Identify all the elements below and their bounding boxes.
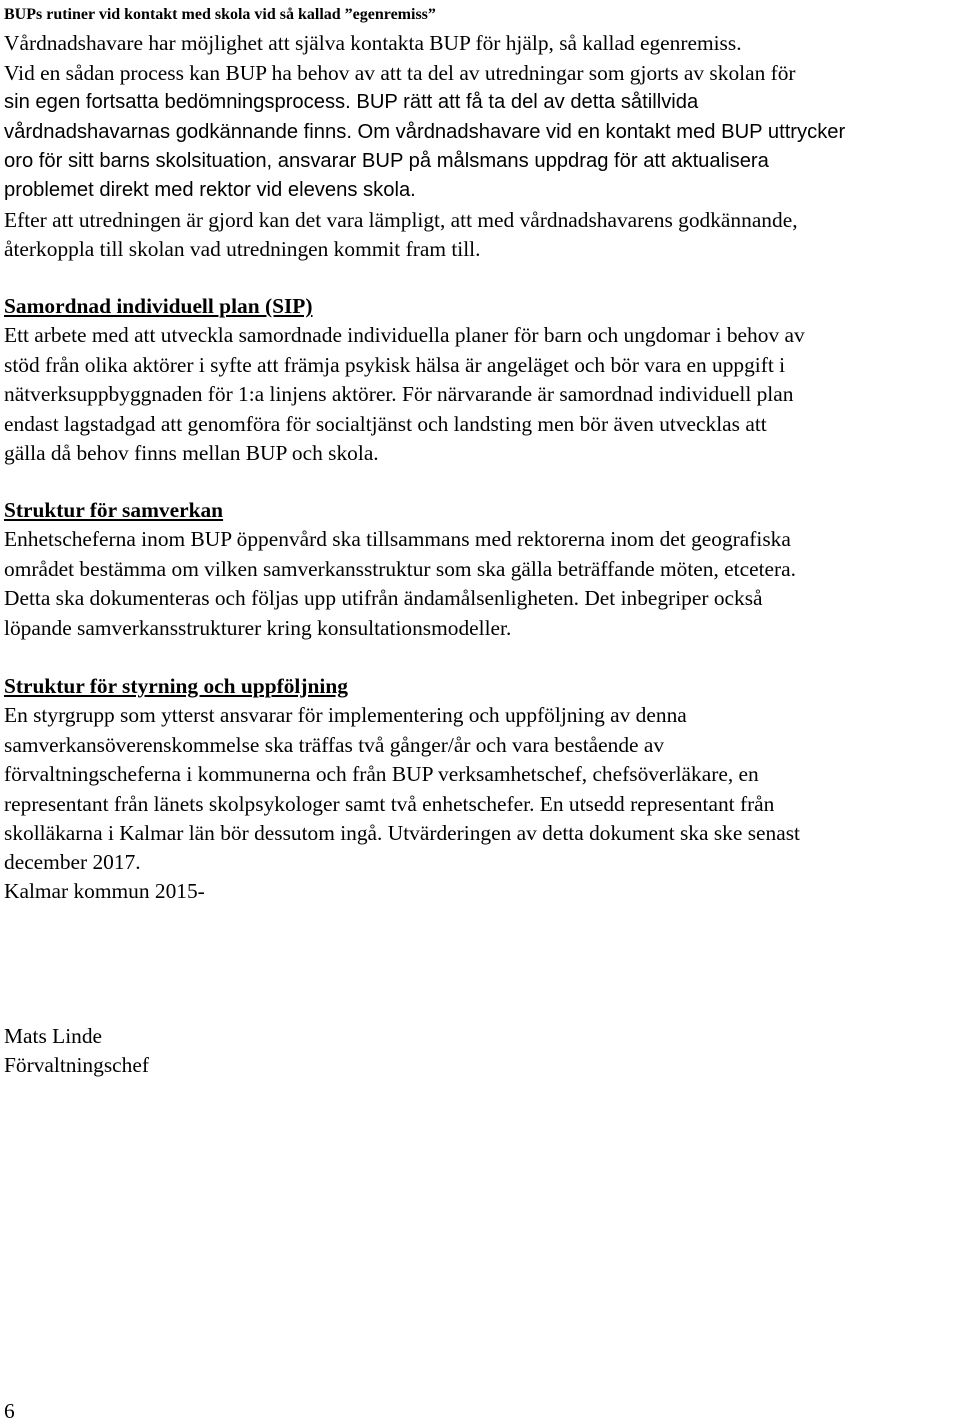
section-heading: Struktur för samverkan: [4, 498, 224, 522]
paragraph-line: Detta ska dokumenteras och följas upp utifrån ändamålsenligheten. Det inbegriper också: [4, 586, 763, 611]
paragraph-line: löpande samverkansstrukturer kring konsultationsmodeller.: [4, 615, 512, 640]
paragraph-line: nätverksuppbyggnaden för 1:a linjens aktörer. För närvarande är samordnad individuell plan: [4, 382, 794, 407]
section-bup-egenremiss: [4, 0, 956, 265]
place-date: [4, 877, 956, 906]
paragraph-line: Ett arbete med att utveckla samordnade individuella planer för barn och ungdomar i behov av: [4, 323, 805, 348]
signatory-title: Förvaltningschef: [4, 1053, 149, 1078]
paragraph-line: representant från länets skolpsykologer samt två enhetschefer. En utsedd representant från: [4, 791, 775, 816]
section-sip: [4, 292, 956, 468]
paragraph-line: En styrgrupp som ytterst ansvarar för implementering och uppföljning av denna: [4, 703, 687, 728]
paragraph-line: samverkansöverenskommelse ska träffas två gånger/år och vara bestående av: [4, 732, 665, 757]
paragraph-line: området bestämma om vilken samverkansstruktur som ska gälla beträffande möten, etcetera.: [4, 556, 796, 581]
paragraph-line: december 2017.: [4, 850, 141, 875]
paragraph-line: skolläkarna i Kalmar län bör dessutom ingå. Utvärderingen av detta dokument ska ske senast: [4, 820, 800, 845]
section-heading: Struktur för styrning och uppföljning: [4, 674, 348, 698]
section-heading: Samordnad individuell plan (SIP): [4, 294, 313, 318]
paragraph-line: förvaltningscheferna i kommunerna och från BUP verksamhetschef, chefsöverläkare, en: [4, 762, 759, 787]
signature-block: [4, 1022, 956, 1081]
page-footer: [4, 1397, 956, 1426]
section-samverkan: [4, 496, 956, 643]
place-date-text: Kalmar kommun 2015-: [4, 879, 205, 903]
section-styrning: [4, 672, 956, 878]
signatory-name: Mats Linde: [4, 1024, 103, 1048]
paragraph-line: återkoppla till skolan vad utredningen kommit fram till.: [4, 237, 481, 262]
paragraph-line: Vårdnadshavare har möjlighet att själva kontakta BUP för hjälp, så kallad egenremiss.: [4, 31, 742, 56]
paragraph-line: Vid en sådan process kan BUP ha behov av att ta del av utredningar som gjorts av skolan för: [4, 60, 796, 85]
paragraph-line: endast lagstadgad att genomföra för socialtjänst och landsting men bör även utvecklas att: [4, 411, 767, 436]
paragraph-line: stöd från olika aktörer i syfte att främja psykisk hälsa är angeläget och bör vara en uppgift i: [4, 352, 786, 377]
paragraph-line: oro för sitt barns skolsituation, ansvarar BUP på målsmans uppdrag för att aktualisera: [4, 149, 769, 172]
page-number: 6: [4, 1399, 15, 1423]
section-heading: BUPs rutiner vid kontakt med skola vid så kallad ”egenremiss”: [4, 6, 436, 23]
paragraph-line: vårdnadshavarnas godkännande finns. Om vårdnadshavare vid en kontakt med BUP uttrycker: [4, 120, 846, 143]
paragraph-line: gälla då behov finns mellan BUP och skola.: [4, 440, 379, 465]
paragraph-line: problemet direkt med rektor vid elevens skola.: [4, 179, 416, 202]
paragraph-line: Efter att utredningen är gjord kan det vara lämpligt, att med vårdnadshavarens godkännande,: [4, 207, 798, 232]
paragraph-line: sin egen fortsatta bedömningsprocess. BUP rätt att få ta del av detta såtillvida: [4, 91, 699, 114]
paragraph-line: Enhetscheferna inom BUP öppenvård ska tillsammans med rektorerna inom det geografiska: [4, 527, 791, 552]
